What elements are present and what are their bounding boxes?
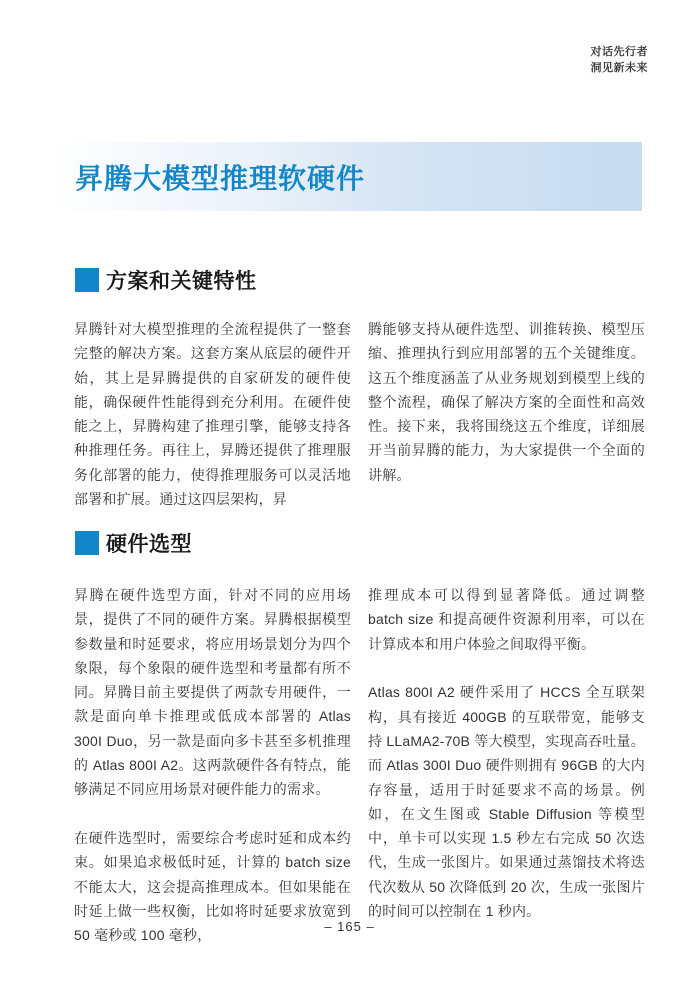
text-column-right bbox=[368, 317, 645, 511]
brand-slogan bbox=[591, 44, 649, 76]
body-paragraph: Atlas 800I A2 硬件采用了 HCCS 全互联架构，具有接近 400GB 的互联带宽，能够支持 LLaMA2-70B 等大模型，实现高吞吐量。而 Atlas 300I Duo 硬件则拥有 96GB 的大内存容量，适用于时延要求不高的场景。例如，在文生图或 Stable Diffusion 等模型中，单卡可以实现 1.5 秒左右完成 50 次迭代，生成一张图片。如果通过蒸馏技术将迭代次数从 50 次降低到 20 次，生成一张图片的时间可以控制在 1 秒内。 bbox=[368, 684, 645, 920]
section-heading-label: 硬件选型 bbox=[106, 533, 192, 556]
chapter-title: 昇腾大模型推理软硬件 bbox=[75, 162, 366, 194]
body-paragraph: 在硬件选型时，需要综合考虑时延和成本约束。如果追求极低时延，计算的 batch size 不能太大，这会提高推理成本。但如果能在时延上做一些权衡，比如将时延要求放宽到 50 毫秒或 100 毫秒， bbox=[74, 830, 351, 944]
section-body-hardware-selection bbox=[74, 583, 645, 948]
section-heading-solution-features bbox=[75, 268, 257, 292]
blue-square-bullet-icon bbox=[75, 531, 99, 555]
brand-slogan-line1: 对话先行者 bbox=[590, 46, 648, 58]
text-column-left bbox=[74, 583, 351, 948]
section-heading-label: 方案和关键特性 bbox=[106, 270, 257, 293]
chapter-title-banner bbox=[48, 142, 642, 211]
body-paragraph: 腾能够支持从硬件选型、训推转换、模型压缩、推理执行到应用部署的五个关键维度。这五个维度涵盖了从业务规划到模型上线的整个流程，确保了解决方案的全面性和高效性。接下来，我将围绕这五个维度，详细展开当前昇腾的能力，为大家提供一个全面的讲解。 bbox=[368, 321, 645, 483]
text-column-left bbox=[74, 317, 351, 511]
body-paragraph: 昇腾在硬件选型方面，针对不同的应用场景，提供了不同的硬件方案。昇腾根据模型参数量和时延要求，将应用场景划分为四个象限，每个象限的硬件选型和考量都有所不同。昇腾目前主要提供了两款专用硬件，一款是面向单卡推理或低成本部署的 Atlas 300I Duo，另一款是面向多卡甚至多机推理的 Atlas 800I A2。这两款硬件各有特点，能够满足不同应用场景对硬件能力的需求。 bbox=[74, 587, 351, 798]
body-paragraph: 推理成本可以得到显著降低。通过调整 batch size 和提高硬件资源利用率，可以在计算成本和用户体验之间取得平衡。 bbox=[368, 587, 645, 652]
page-number: – 165 – bbox=[324, 919, 375, 934]
body-paragraph: 昇腾针对大模型推理的全流程提供了一整套完整的解决方案。这套方案从底层的硬件开始，其上是昇腾提供的自家研发的硬件使能，确保硬件性能得到充分利用。在硬件使能之上，昇腾构建了推理引擎，能够支持各种推理任务。再往上，昇腾还提供了推理服务化部署的能力，使得推理服务可以灵活地部署和扩展。通过这四层架构，昇 bbox=[74, 321, 351, 508]
section-heading-hardware-selection bbox=[75, 531, 192, 555]
text-column-right bbox=[368, 583, 645, 948]
brand-slogan-line2: 洞见新未来 bbox=[590, 62, 648, 74]
blue-square-bullet-icon bbox=[75, 268, 99, 292]
section-body-solution-features bbox=[74, 317, 645, 511]
